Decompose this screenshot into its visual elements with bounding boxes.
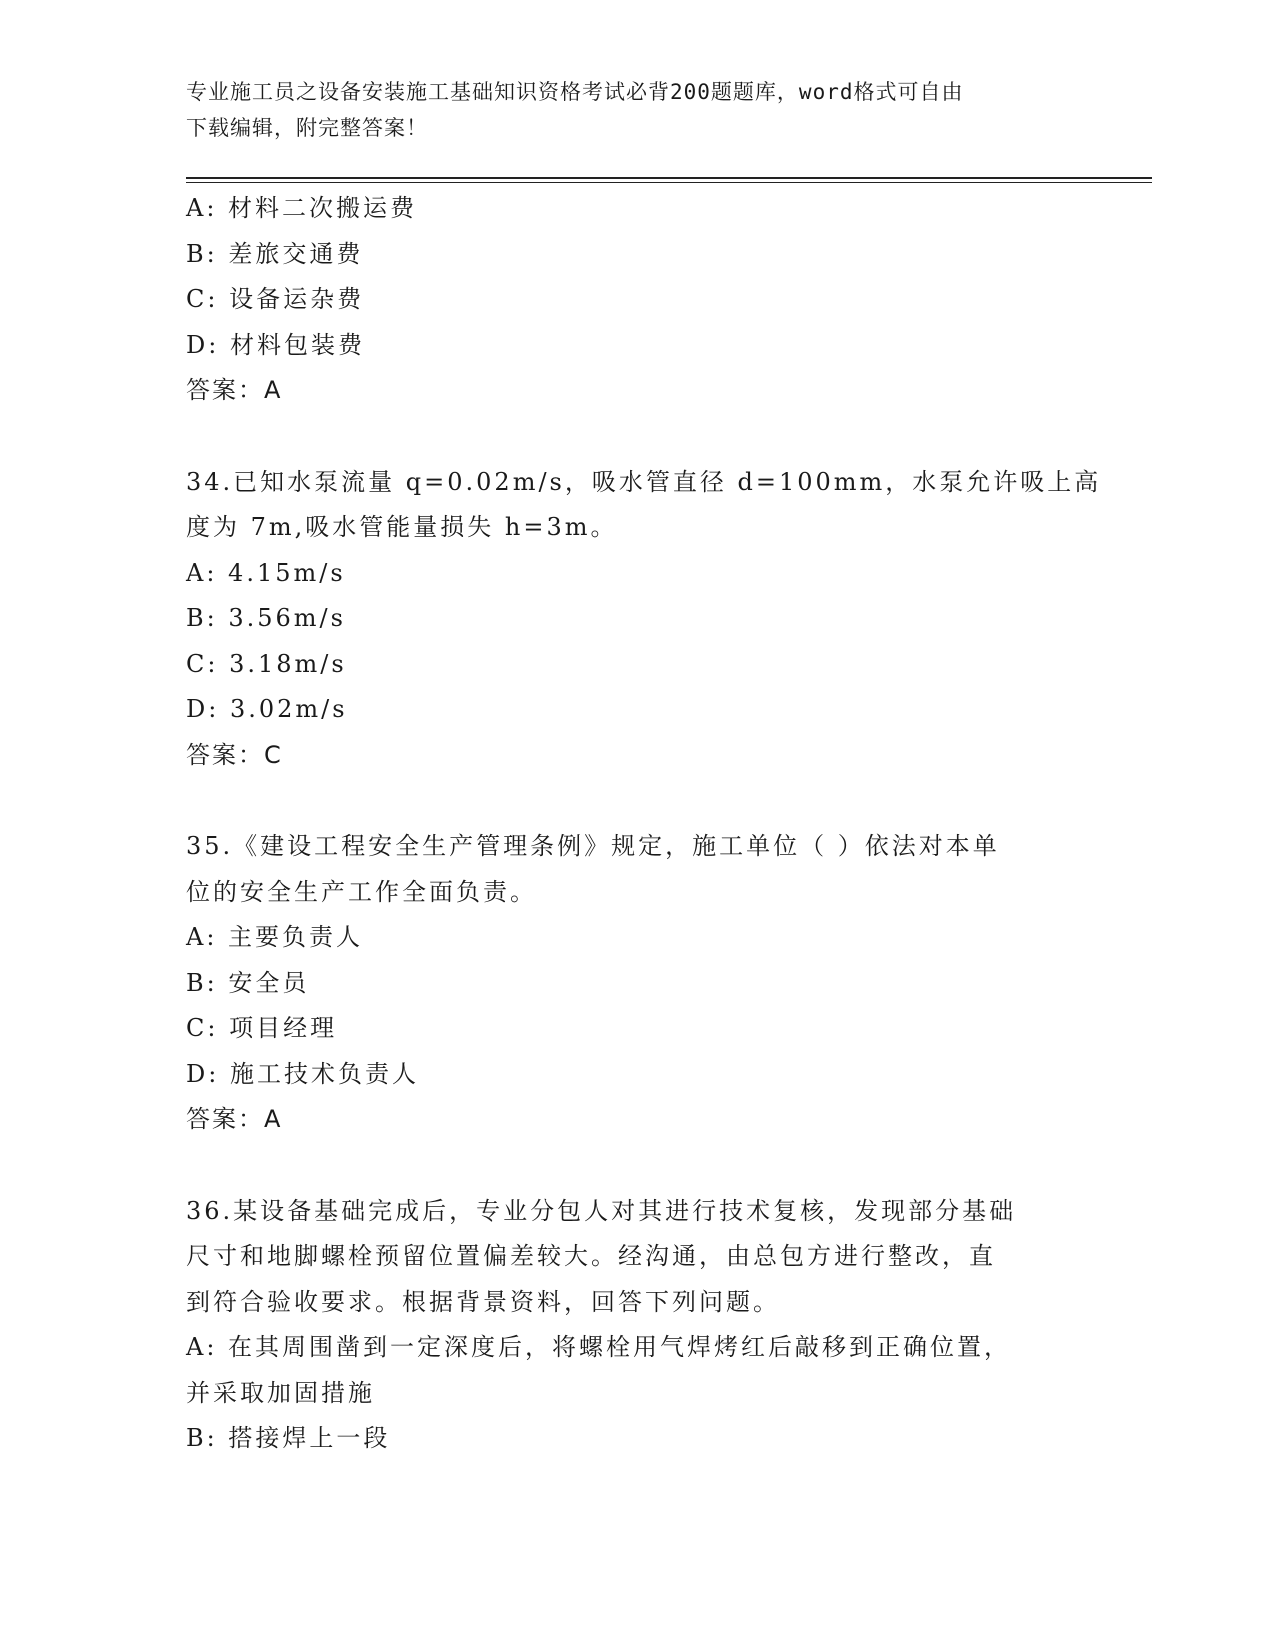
spacer	[186, 414, 1066, 460]
question-33-block	[186, 186, 1066, 414]
option-a: A: 4.15m/s	[186, 558, 346, 587]
answer-line: 答案：C	[186, 740, 283, 769]
answer-line: 答案：A	[186, 1105, 283, 1133]
option-c: C: 项目经理	[186, 1014, 338, 1042]
option-a: A: 材料二次搬运费	[186, 194, 418, 222]
option-d: D: 3.02m/s	[186, 695, 348, 723]
option-a: A: 主要负责人	[186, 923, 364, 951]
question-text-line-2: 度为 7m,吸水管能量损失 h=3m。	[186, 513, 618, 541]
header-rule-thin	[186, 182, 1152, 183]
question-34-block	[186, 460, 1102, 779]
option-d: D: 材料包装费	[186, 330, 365, 359]
option-b: B: 3.56m/s	[186, 604, 346, 632]
document-header	[186, 74, 1066, 146]
option-b: B: 安全员	[186, 968, 310, 997]
option-a-line-1: A: 在其周围凿到一定深度后，将螺栓用气焊烤红后敲移到正确位置，	[186, 1333, 1012, 1361]
option-c: C: 3.18m/s	[186, 649, 347, 678]
header-line-1: 专业施工员之设备安装施工基础知识资格考试必背200题题库，word格式可自由	[186, 80, 964, 104]
question-text-line-1: 35.《建设工程安全生产管理条例》规定，施工单位（ ）依法对本单	[186, 832, 1000, 860]
option-b: B: 差旅交通费	[186, 239, 364, 268]
header-line-2: 下载编辑，附完整答案！	[186, 116, 428, 140]
option-c: C: 设备运杂费	[186, 285, 365, 313]
header-rule-thick	[186, 177, 1152, 179]
option-a-line-2: 并采取加固措施	[186, 1378, 375, 1407]
document-page	[186, 0, 1152, 1650]
document-content	[186, 186, 1102, 1462]
spacer	[186, 1143, 1066, 1189]
question-text-line-2: 尺寸和地脚螺栓预留位置偏差较大。经沟通，由总包方进行整改，直	[186, 1242, 996, 1270]
question-text-line-1: 36.某设备基础完成后，专业分包人对其进行技术复核，发现部分基础	[186, 1196, 1017, 1225]
spacer	[186, 778, 1066, 824]
answer-line: 答案：A	[186, 376, 283, 404]
question-text-line-3: 到符合验收要求。根据背景资料，回答下列问题。	[186, 1287, 780, 1316]
option-b: B: 搭接焊上一段	[186, 1424, 391, 1452]
question-35-block	[186, 824, 1066, 1143]
question-text-line-2: 位的安全生产工作全面负责。	[186, 877, 537, 906]
question-text-line-1: 34.已知水泵流量 q=0.02m/s，吸水管直径 d=100mm，水泵允许吸上高	[186, 467, 1102, 496]
option-d: D: 施工技术负责人	[186, 1059, 419, 1088]
question-36-block	[186, 1189, 1066, 1462]
